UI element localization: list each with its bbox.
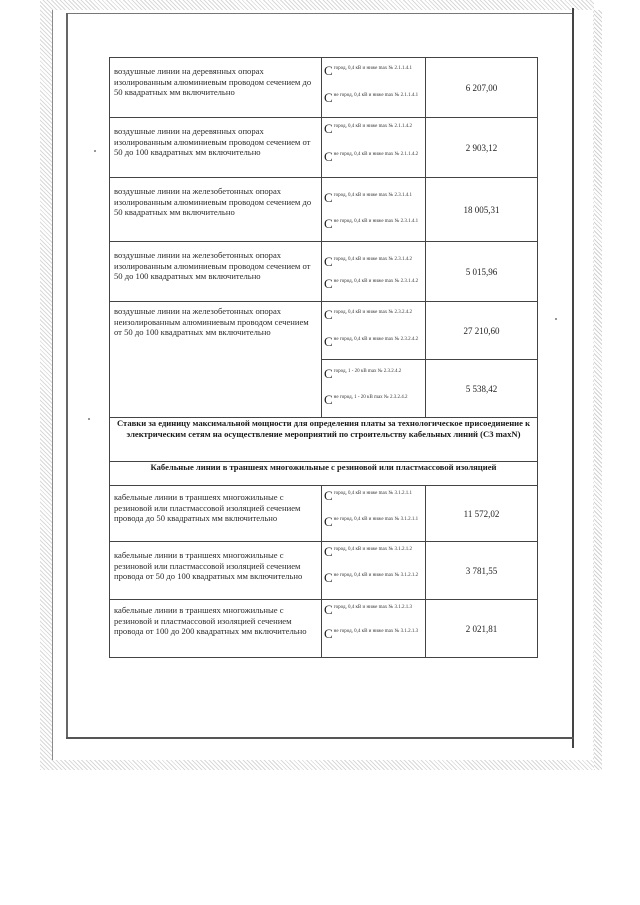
row-amount-cell bbox=[426, 242, 538, 302]
row-description-cell bbox=[110, 486, 322, 542]
row-amount-cell bbox=[426, 600, 538, 658]
page-frame-right bbox=[572, 8, 574, 748]
scan-speck bbox=[555, 318, 557, 320]
row-amount-cell bbox=[426, 542, 538, 600]
scan-speck bbox=[88, 418, 90, 420]
code-city: С город, 0,4 кВ и ниже max № 2.3.1.4.1 bbox=[324, 190, 413, 205]
subsection-title: Кабельные линии в траншеях многожильные с резиновой или пластмассовой изоляцией bbox=[110, 462, 538, 486]
row-amount-cell bbox=[426, 302, 538, 360]
code-city: С город, 0,4 кВ и ниже max № 3.1.2.1.3 bbox=[324, 602, 413, 617]
row-description-cell bbox=[110, 600, 322, 658]
row-codes-cell bbox=[322, 118, 426, 178]
row-codes-cell bbox=[322, 360, 426, 418]
page-frame-bottom bbox=[66, 737, 574, 739]
table-row bbox=[110, 542, 538, 600]
code-noncity: С не город, 0,4 кВ и ниже max № 2.3.2.4.2 bbox=[324, 334, 419, 349]
code-city: С город, 1 - 20 кВ max № 2.3.2.4.2 bbox=[324, 366, 402, 381]
row-amount-cell bbox=[426, 58, 538, 118]
row-amount: 27 210,60 bbox=[463, 325, 500, 336]
row-description-cell bbox=[110, 178, 322, 242]
page-frame-top bbox=[66, 13, 574, 14]
row-codes-cell bbox=[322, 242, 426, 302]
row-description-cell bbox=[110, 242, 322, 302]
row-amount: 2 903,12 bbox=[465, 142, 498, 153]
table-row bbox=[110, 118, 538, 178]
code-city: С город, 0,4 кВ и ниже max № 2.3.2.4.2 bbox=[324, 307, 413, 322]
row-amount-cell bbox=[426, 118, 538, 178]
table-row bbox=[110, 302, 538, 360]
code-noncity: С не город, 1 - 20 кВ max № 2.3.2.4.2 bbox=[324, 392, 408, 407]
code-city: С город, 0,4 кВ и ниже max № 2.1.1.4.2 bbox=[324, 121, 413, 136]
row-amount: 5 015,96 bbox=[465, 266, 498, 277]
code-city: С город, 0,4 кВ и ниже max № 2.1.1.4.1 bbox=[324, 63, 413, 78]
rates-table bbox=[109, 57, 538, 658]
row-description-cell bbox=[110, 118, 322, 178]
row-amount: 6 207,00 bbox=[465, 82, 498, 93]
code-city: С город, 0,4 кВ и ниже max № 2.3.1.4.2 bbox=[324, 254, 413, 269]
scan-speck bbox=[94, 150, 96, 152]
table-row bbox=[110, 242, 538, 302]
code-noncity: С не город, 0,4 кВ и ниже max № 3.1.2.1.1 bbox=[324, 514, 419, 529]
code-city: С город, 0,4 кВ и ниже max № 3.1.2.1.2 bbox=[324, 544, 413, 559]
row-codes-cell bbox=[322, 302, 426, 360]
row-amount: 5 538,42 bbox=[465, 383, 498, 394]
table-row bbox=[110, 58, 538, 118]
row-description-cell bbox=[110, 302, 322, 418]
code-noncity: С не город, 0,4 кВ и ниже max № 2.3.1.4.1 bbox=[324, 216, 419, 231]
code-noncity: С не город, 0,4 кВ и ниже max № 2.3.1.4.2 bbox=[324, 276, 419, 291]
row-amount-cell bbox=[426, 178, 538, 242]
subsection-header-row bbox=[110, 462, 538, 486]
row-codes-cell bbox=[322, 58, 426, 118]
table-row bbox=[110, 178, 538, 242]
code-noncity: С не город, 0,4 кВ и ниже max № 2.1.1.4.1 bbox=[324, 90, 419, 105]
row-codes-cell bbox=[322, 178, 426, 242]
row-amount: 2 021,81 bbox=[465, 623, 498, 634]
code-noncity: С не город, 0,4 кВ и ниже max № 2.1.1.4.2 bbox=[324, 149, 419, 164]
row-amount-cell bbox=[426, 360, 538, 418]
row-description: воздушные линии на деревянных опорах изолированным алюминиевым проводом сечением от 50 до 100 квадратных мм включительно bbox=[114, 126, 311, 158]
row-amount: 18 005,31 bbox=[463, 204, 500, 215]
row-amount-cell bbox=[426, 486, 538, 542]
code-noncity: С не город, 0,4 кВ и ниже max № 3.1.2.1.2 bbox=[324, 570, 419, 585]
row-description: воздушные линии на деревянных опорах изолированным алюминиевым проводом сечением до 50 квадратных мм включительно bbox=[114, 66, 312, 98]
row-description: воздушные линии на железобетонных опорах изолированным алюминиевым проводом сечением от 50 до 100 квадратных мм включительно bbox=[114, 250, 311, 282]
row-description: кабельные линии в траншеях многожильные с резиновой и пластмассовой изоляцией сечением провода от 100 до 200 квадратных мм включительно bbox=[114, 605, 307, 637]
row-codes-cell bbox=[322, 486, 426, 542]
code-noncity: С не город, 0,4 кВ и ниже max № 3.1.2.1.3 bbox=[324, 626, 419, 641]
row-description-cell bbox=[110, 542, 322, 600]
section-header-row bbox=[110, 418, 538, 462]
row-description: кабельные линии в траншеях многожильные с резиновой или пластмассовой изоляцией сечением провода от 50 до 100 квадратных мм включительно bbox=[114, 550, 303, 582]
scan-border-right bbox=[594, 10, 602, 770]
row-description-cell bbox=[110, 58, 322, 118]
code-city: С город, 0,4 кВ и ниже max № 3.1.2.1.1 bbox=[324, 488, 413, 503]
section-title: Ставки за единицу максимальной мощности для определения платы за технологическое присоединение к электрическим сетям на осуществление мероприятий по строительству кабельных линий (С3 maxN) bbox=[110, 418, 538, 462]
table-row bbox=[110, 486, 538, 542]
row-codes-cell bbox=[322, 542, 426, 600]
row-codes-cell bbox=[322, 600, 426, 658]
row-amount: 3 781,55 bbox=[465, 565, 498, 576]
page-frame-left bbox=[66, 13, 68, 739]
row-description: кабельные линии в траншеях многожильные с резиновой или пластмассовой изоляцией сечением провода до 50 квадратных мм включительно bbox=[114, 492, 301, 524]
table-row bbox=[110, 600, 538, 658]
row-amount: 11 572,02 bbox=[463, 508, 500, 519]
row-description: воздушные линии на железобетонных опорах изолированным алюминиевым проводом сечением до 50 квадратных мм включительно bbox=[114, 186, 312, 218]
row-description: воздушные линии на железобетонных опорах неизолированным алюминиевым проводом сечением от 50 до 100 квадратных мм включительно bbox=[114, 306, 309, 338]
